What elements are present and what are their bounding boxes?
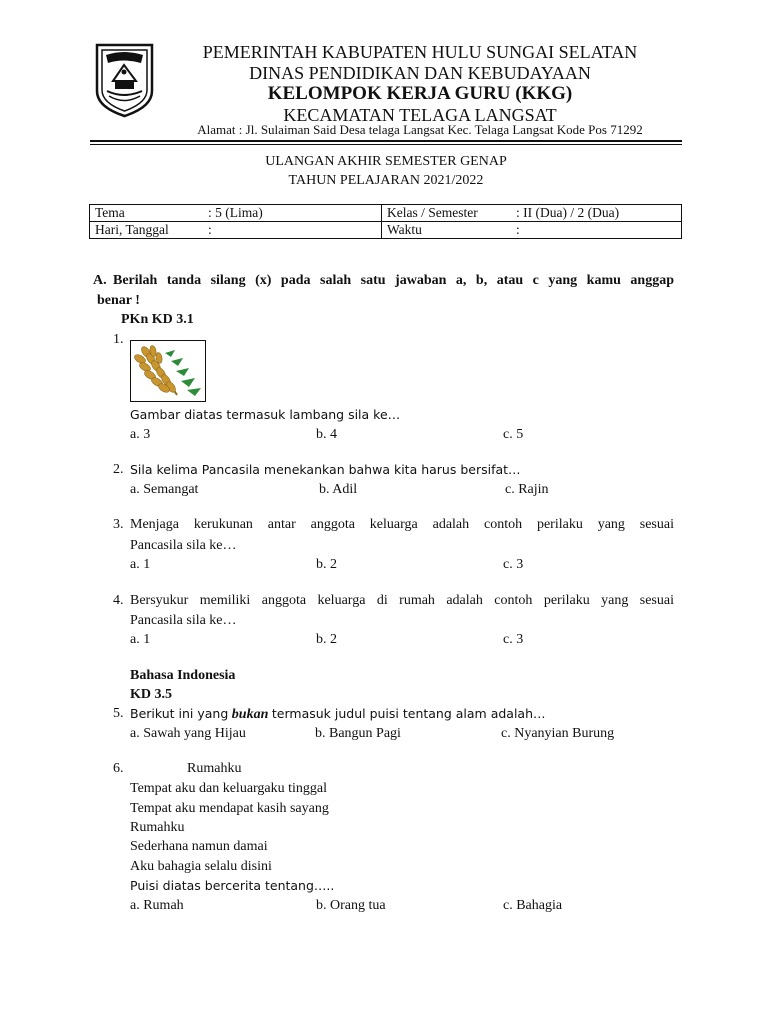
- option-c: c. Bahagia: [503, 898, 563, 913]
- hari-label: Hari, Tanggal: [95, 222, 169, 237]
- exam-title: ULANGAN AKHIR SEMESTER GENAP: [265, 154, 507, 169]
- poem-line: Aku bahagia selalu disini: [130, 859, 272, 874]
- waktu-label: Waktu: [387, 222, 422, 237]
- header-line-government: PEMERINTAH KABUPATEN HULU SUNGAI SELATAN: [202, 42, 638, 62]
- question-text: Gambar diatas termasuk lambang sila ke…: [130, 407, 401, 422]
- question-number: 1.: [113, 332, 124, 347]
- question-text-line1: Menjaga kerukunan antar anggota keluarga adalah contoh perilaku yang sesuai: [130, 517, 674, 532]
- option-a: a. Rumah: [130, 898, 184, 913]
- exam-year: TAHUN PELAJARAN 2021/2022: [288, 173, 484, 188]
- hari-value: :: [208, 222, 212, 237]
- header-address: Alamat : Jl. Sulaiman Said Desa telaga Langsat Kec. Telaga Langsat Kode Pos 71292: [197, 122, 643, 137]
- option-b: b. Adil: [319, 482, 358, 497]
- question-text-line2: Pancasila sila ke…: [130, 538, 237, 553]
- option-a: a. 1: [130, 557, 151, 572]
- option-c: c. 5: [503, 427, 524, 442]
- hari-cell: [90, 222, 382, 239]
- tema-value: : 5 (Lima): [208, 205, 263, 220]
- waktu-value: :: [516, 222, 520, 237]
- option-a: a. Semangat: [130, 482, 199, 497]
- option-b: b. Orang tua: [316, 898, 386, 913]
- question-text-line1: Bersyukur memiliki anggota keluarga di rumah adalah contoh perilaku yang sesuai: [130, 593, 674, 608]
- option-a: a. 1: [130, 632, 151, 647]
- pkn-heading: PKn KD 3.1: [121, 312, 194, 327]
- option-a: a. 3: [130, 427, 151, 442]
- option-c: c. 3: [503, 632, 524, 647]
- table-row: [90, 205, 682, 222]
- header-line-department: DINAS PENDIDIKAN DAN KEBUDAYAAN: [249, 63, 591, 83]
- poem-line: Sederhana namun damai: [130, 839, 268, 854]
- exam-info-table: [89, 204, 682, 239]
- option-b: b. 2: [316, 557, 337, 572]
- question-number: 5.: [113, 706, 124, 721]
- question-number: 2.: [113, 462, 124, 477]
- question-text: [130, 705, 546, 723]
- tema-label: Tema: [95, 205, 125, 220]
- header-line-kkg: KELOMPOK KERJA GURU (KKG): [267, 83, 573, 104]
- section-letter: A.: [93, 273, 107, 288]
- option-b: b. 4: [316, 427, 337, 442]
- question-text: Puisi diatas bercerita tentang…..: [130, 878, 335, 893]
- tema-cell: [90, 205, 382, 222]
- section-instruction-line1: Berilah tanda silang (x) pada salah satu jawaban a, b, atau c yang kamu anggap: [113, 273, 674, 288]
- option-c: c. 3: [503, 557, 524, 572]
- rice-cotton-emblem-icon: [130, 340, 206, 402]
- header-divider-thick: [90, 140, 682, 142]
- question-text-emphasis: bukan: [231, 707, 269, 722]
- bahasa-kd-heading: KD 3.5: [130, 687, 172, 702]
- option-b: b. 2: [316, 632, 337, 647]
- header-divider-thin: [90, 144, 682, 145]
- question-text-before: Berikut ini yang: [130, 706, 229, 721]
- question-number: 4.: [113, 593, 124, 608]
- option-c: c. Nyanyian Burung: [501, 726, 615, 741]
- poem-line: Rumahku: [130, 820, 185, 835]
- waktu-cell: [382, 222, 682, 239]
- kelas-cell: [382, 205, 682, 222]
- option-b: b. Bangun Pagi: [315, 726, 401, 741]
- kelas-value: : II (Dua) / 2 (Dua): [516, 205, 620, 220]
- table-row: [90, 222, 682, 239]
- header-line-district: KECAMATAN TELAGA LANGSAT: [283, 105, 557, 125]
- question-text-line2: Pancasila sila ke…: [130, 613, 237, 628]
- bahasa-heading: Bahasa Indonesia: [130, 668, 236, 683]
- poem-line: Tempat aku mendapat kasih sayang: [130, 801, 329, 816]
- kelas-label: Kelas / Semester: [387, 205, 478, 220]
- poem-line: Tempat aku dan keluargaku tinggal: [130, 781, 328, 796]
- question-text: Sila kelima Pancasila menekankan bahwa kita harus bersifat…: [130, 462, 521, 477]
- regency-emblem-icon: [93, 41, 156, 118]
- question-number: 6.: [113, 761, 124, 776]
- question-number: 3.: [113, 517, 124, 532]
- option-c: c. Rajin: [505, 482, 549, 497]
- option-a: a. Sawah yang Hijau: [130, 726, 246, 741]
- section-instruction-line2: benar !: [97, 293, 140, 308]
- question-text-after: termasuk judul puisi tentang alam adalah…: [271, 706, 546, 721]
- poem-title: Rumahku: [187, 761, 242, 776]
